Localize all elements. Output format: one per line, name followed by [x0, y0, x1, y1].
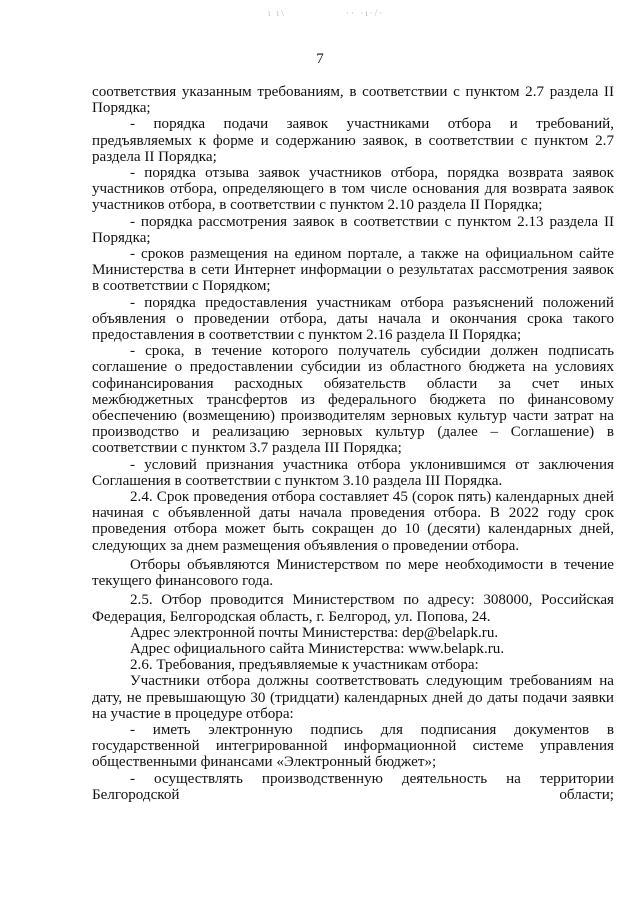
document-body: [92, 84, 614, 803]
list-item: - сроков размещения на едином портале, а также на официальном сайте Министерства в сети Интернет информации о результатах рассмотрения заявок в соответствии с Порядком;: [92, 246, 614, 295]
paragraph: 2.4. Срок проведения отбора составляет 45 (сорок пять) календарных дней начиная с объявленной даты начала проведения отбора. В 2022 году срок проведения отбора может быть сокращен до 10 (десяти) календарных дней, следующих за днем размещения объявления о проведении отбора.: [92, 489, 614, 554]
paragraph: Участники отбора должны соответствовать следующим требованиям на дату, не превышающую 30 (тридцати) календарных дней до даты подачи заявки на участие в процедуре отбора:: [92, 673, 614, 722]
paragraph: 2.5. Отбор проводится Министерством по адресу: 308000, Российская Федерация, Белгородская область, г. Белгород, ул. Попова, 24.: [92, 592, 614, 625]
list-item: - порядка отзыва заявок участников отбора, порядка возврата заявок участников отбора, определяющего в том числе основания для возврата заявок участников отбора, в соответствии с пунктом 2.10 раздела II Порядка;: [92, 165, 614, 214]
paragraph: Отборы объявляются Министерством по мере необходимости в течение текущего финансового года.: [92, 556, 614, 590]
list-item: - порядка подачи заявок участниками отбора и требований, предъявляемых к форме и содержанию заявок, в соответствии с пунктом 2.7 раздела II Порядка;: [92, 116, 614, 165]
email-line: Адрес электронной почты Министерства: dep@belapk.ru.: [130, 624, 499, 641]
list-item: - порядка рассмотрения заявок в соответствии с пунктом 2.13 раздела II Порядка;: [92, 213, 614, 246]
scan-artifact: ι ι\: [268, 8, 286, 18]
scan-artifact: ·· ·ι·/·: [346, 8, 385, 18]
section-heading: 2.6. Требования, предъявляемые к участникам отбора:: [130, 657, 479, 674]
list-item: - иметь электронную подпись для подписания документов в государственной интегрированной информационной системе управления общественными финансами «Электронный бюджет»;: [92, 721, 614, 771]
list-item: - осуществлять производственную деятельность на территории Белгородской области;: [92, 770, 614, 803]
list-item: - срока, в течение которого получатель субсидии должен подписать соглашение о предоставлении субсидии из областного бюджета на условиях софинансирования расходных обязательств области за счет иных межбюджетных трансфертов из федерального бюджета по финансовому обеспечению (возмещению) производителям зерновых культур части затрат на производство и реализацию зерновых культур (далее – Соглашение) в соответствии с пунктом 3.7 раздела III Порядка;: [92, 343, 614, 457]
list-item: - порядка предоставления участникам отбора разъяснений положений объявления о проведении отбора, даты начала и окончания срока такого предоставления в соответствии с пунктом 2.16 раздела II Порядка;: [92, 294, 614, 344]
website-line: Адрес официального сайта Министерства: www.belapk.ru.: [130, 640, 505, 657]
list-item: - условий признания участника отбора уклонившимся от заключения Соглашения в соответствии с пунктом 3.10 раздела III Порядка.: [92, 456, 614, 489]
paragraph: соответствия указанным требованиям, в соответствии с пунктом 2.7 раздела II Порядка;: [92, 84, 614, 117]
page-number: 7: [316, 51, 324, 67]
